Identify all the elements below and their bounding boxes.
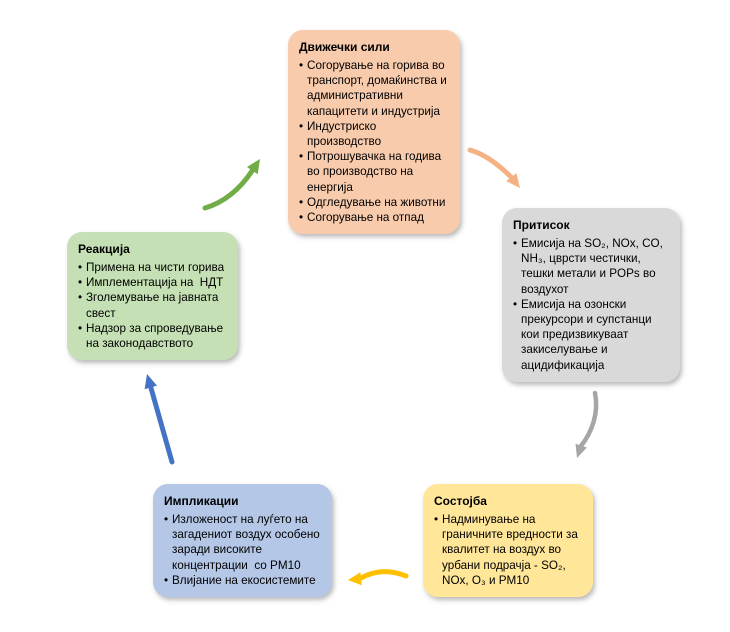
arrow-shaft (581, 393, 596, 446)
box-response-list (78, 260, 228, 351)
box-driving-forces-list (299, 58, 450, 225)
box-implications-title: Импликации (164, 494, 239, 508)
arrow-shaft (470, 150, 511, 177)
list-item: • Изложеност на луѓето на загадениот воздух особено заради високите концентрации со PM10 (164, 512, 322, 573)
arrow-head (145, 374, 157, 389)
arrow-driving-forces-to-pressure-icon (462, 142, 527, 197)
box-response (67, 232, 238, 360)
list-item: • Имплементација на НДТ (78, 275, 228, 290)
list-item: • Емисија на озонски прекурсори и супстанци кои предизвикуваат закиселување и ацидификација (513, 297, 670, 373)
box-response-title: Реакција (78, 242, 130, 256)
arrow-implications-to-response-icon (130, 366, 185, 468)
arrow-response-to-driving-forces-icon (195, 148, 275, 218)
box-driving-forces (288, 30, 460, 234)
list-item: • Согорување на отпад (299, 210, 450, 225)
list-item: • Индустриско производство (299, 119, 450, 149)
box-pressure-list (513, 236, 670, 373)
box-state (423, 484, 593, 597)
list-item: • Согорување на горива во транспорт, домаќинства и административни капацитети и индустрија (299, 58, 450, 119)
arrow-shaft (361, 572, 406, 578)
arrow-shaft (151, 388, 172, 462)
list-item: • Емисија на SO₂, NOx, CO, NH₃, цврсти честички, тешки метали и POPs во воздухот (513, 236, 670, 297)
box-pressure (502, 208, 680, 382)
list-item: • Надминување на граничните вредности за квалитет на воздух во урбани подрачја - SO₂, NOx, O₃ и PM10 (434, 512, 583, 588)
list-item: • Влијание на екосистемите (164, 573, 322, 588)
arrow-head (576, 444, 587, 458)
list-item: • Потрошувачка на годива во производство на енергија (299, 149, 450, 195)
box-implications-list (164, 512, 322, 588)
arrow-shaft (205, 171, 252, 208)
box-state-title: Состојба (434, 494, 487, 508)
list-item: • Примена на чисти горива (78, 260, 228, 275)
arrow-head (348, 572, 362, 585)
box-implications (153, 484, 332, 597)
box-state-list (434, 512, 583, 588)
list-item: • Надзор за спроведување на законодавството (78, 321, 228, 351)
arrow-state-to-implications-icon (336, 558, 414, 598)
list-item: • Зголемување на јавната свест (78, 290, 228, 320)
box-driving-forces-title: Движечки сили (299, 40, 390, 54)
list-item: • Одгледување на животни (299, 195, 450, 210)
arrow-pressure-to-state-icon (558, 386, 613, 471)
box-pressure-title: Притисок (513, 218, 570, 232)
